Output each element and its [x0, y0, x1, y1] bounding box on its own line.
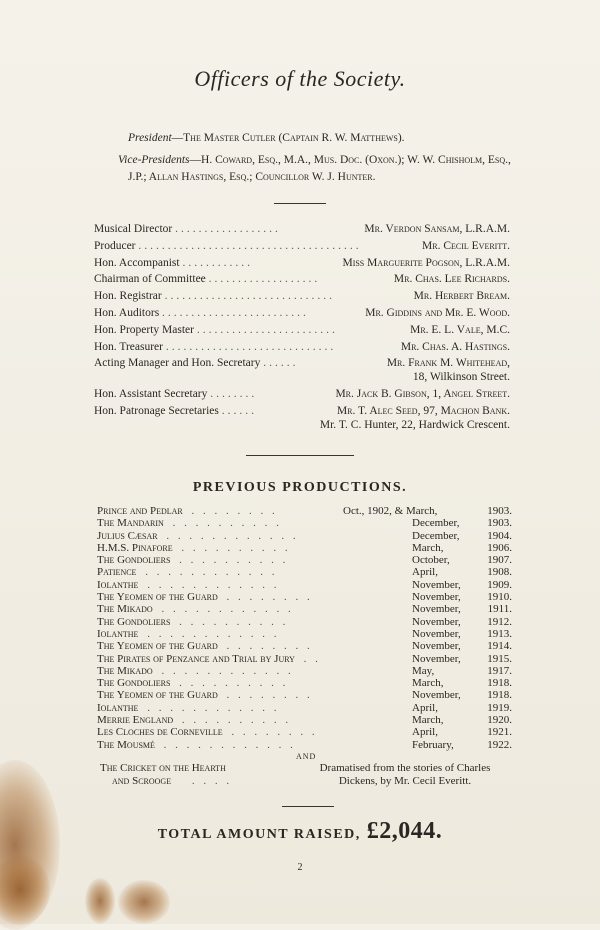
production-row — [97, 542, 513, 554]
president-value: The Master Cutler (Captain R. W. Matthews). — [183, 132, 405, 144]
production-date — [412, 714, 512, 726]
production-title: The Gondoliers — [97, 554, 171, 567]
stain-mark — [118, 880, 170, 924]
production-leader: . . . . . . . . . . . . — [145, 566, 278, 579]
production-date — [412, 628, 512, 640]
production-year: 1918. — [487, 677, 512, 690]
officer-leader: ...... — [221, 405, 257, 418]
production-title: Iolanthe — [97, 701, 139, 714]
production-year: 1911. — [487, 603, 512, 616]
production-row — [97, 554, 513, 566]
production-leader: . . . . . . . . . . — [179, 615, 289, 628]
production-row — [97, 677, 513, 689]
total-amount: £2,044. — [366, 818, 443, 844]
officer-name: Mr. Chas. A. Hastings. — [400, 340, 510, 353]
total-label: TOTAL AMOUNT RAISED, — [157, 827, 361, 842]
production-month: November, — [412, 578, 461, 591]
production-month: October, — [412, 554, 450, 567]
production-title: Prince and Pedlar — [97, 505, 183, 517]
officer-row — [94, 238, 510, 255]
production-leader: . . . . . . . . . . — [181, 541, 291, 554]
production-year: 1918. — [487, 689, 512, 702]
officer-role: Hon. Patronage Secretaries — [94, 405, 219, 418]
officer-row — [94, 339, 510, 356]
production-title: Patience — [97, 566, 137, 579]
production-month: March, — [412, 714, 444, 727]
officer-role: Acting Manager and Hon. Secretary — [94, 357, 261, 370]
officer-leader: ........ — [210, 388, 258, 401]
officer-role: Musical Director — [94, 223, 173, 235]
production-leader: . . . . . . . . . . — [179, 677, 289, 690]
production-row — [97, 591, 513, 603]
production-row — [97, 702, 513, 714]
production-row — [97, 530, 513, 542]
production-date — [412, 665, 512, 677]
production-month: December, — [412, 529, 460, 542]
production-month: March, — [412, 677, 444, 690]
production-title: The Mikado — [97, 664, 153, 677]
production-leader: . . . . . . . . — [191, 505, 278, 517]
officer-role: Producer — [94, 239, 136, 252]
stain-mark — [85, 878, 115, 924]
production-date — [412, 677, 512, 689]
production-leader: . . . . . . . . — [226, 591, 313, 604]
officer-row — [94, 386, 510, 403]
production-year: 1904. — [487, 529, 512, 542]
production-leader: . . . . . . . . . . . . — [161, 664, 294, 677]
production-title: Julius Cæsar — [97, 529, 158, 542]
production-row — [97, 579, 513, 591]
production-year: 1903. — [487, 517, 512, 530]
officer-row — [94, 255, 510, 272]
and-label: AND — [296, 752, 317, 761]
officer-name: Mr. Herbert Bream. — [413, 290, 510, 303]
production-year: 1919. — [487, 701, 512, 714]
production-date — [412, 653, 512, 665]
production-month: May, — [412, 664, 435, 677]
officer-address: 18, Wilkinson Street. — [412, 371, 510, 384]
officers-list — [94, 221, 510, 434]
officer-name: Mr. Cecil Everitt. — [422, 239, 510, 252]
production-leader: . . . . . . . . . . — [179, 554, 289, 567]
divider — [274, 203, 326, 204]
production-year: 1914. — [487, 640, 512, 653]
production-leader: . . — [303, 652, 321, 665]
cricket-leader: . . . . — [191, 775, 233, 787]
vice-presidents-line: Vice-Presidents—H. Coward, Esq., M.A., Mus. Doc. (Oxon.); W. W. Chisholm, Esq., J.P.; Allan Hastings, Esq.; Councillor W. J. Hunter. — [118, 154, 511, 183]
production-month: April, — [412, 566, 438, 579]
production-leader: . . . . . . . . — [226, 640, 313, 653]
officer-row — [94, 271, 510, 288]
dramatised-line-2: Dickens, by Mr. Cecil Everitt. — [338, 775, 472, 787]
officer-row — [94, 403, 510, 434]
officer-address: Mr. T. C. Hunter, 22, Hardwick Crescent. — [319, 419, 510, 432]
officer-leader: ...................................... — [138, 239, 362, 252]
productions-list — [97, 505, 513, 751]
production-date — [412, 566, 512, 578]
production-leader: . . . . . . . . . . — [172, 517, 282, 530]
production-title: The Yeomen of the Guard — [97, 689, 218, 702]
production-title: The Pirates of Penzance and Trial by Jury — [97, 652, 295, 665]
officer-name: Mr. E. L. Vale, M.C. — [410, 323, 510, 336]
cricket-title: The Cricket on the Hearth — [100, 762, 226, 774]
production-month: November, — [412, 640, 461, 653]
production-title: The Gondoliers — [97, 615, 171, 628]
production-leader: . . . . . . . . . . . . — [161, 603, 294, 616]
vice-presidents-label: Vice-Presidents — [118, 154, 190, 166]
officer-row — [94, 355, 510, 386]
officer-leader: ........................ — [196, 323, 338, 336]
production-month: April, — [412, 701, 438, 714]
officer-leader: ............................. — [165, 340, 337, 353]
cricket-entry — [100, 762, 232, 788]
dramatised-line-1: Dramatised from the stories of Charles — [319, 762, 491, 774]
officer-row — [94, 221, 510, 238]
divider — [246, 455, 354, 456]
production-date — [412, 689, 512, 701]
productions-heading: PREVIOUS PRODUCTIONS. — [192, 480, 408, 495]
production-title: The Mousmé — [97, 738, 155, 751]
production-year: 1910. — [487, 591, 512, 604]
production-leader: . . . . . . . . . . — [181, 714, 292, 727]
page-number: 2 — [297, 862, 303, 873]
production-title: Les Cloches de Corneville — [97, 726, 223, 739]
production-month: November, — [412, 615, 461, 628]
vice-presidents-value: H. Coward, Esq., M.A., Mus. Doc. (Oxon.); W. W. Chisholm, Esq., J.P.; Allan Hastings, Esq.; Councillor W. J. Hunter. — [128, 154, 511, 183]
officer-leader: ......................... — [162, 306, 309, 319]
production-year: 1903. — [487, 505, 512, 517]
production-month: November, — [412, 627, 461, 640]
cricket-title-2: and Scrooge — [112, 775, 172, 787]
production-year: 1912. — [487, 615, 512, 628]
officer-leader: .................. — [175, 223, 281, 235]
officer-name: Miss Marguerite Pogson, L.R.A.M. — [342, 256, 510, 269]
production-leader: . . . . . . . . — [226, 689, 313, 702]
production-month: March, — [412, 541, 444, 554]
president-line: President—The Master Cutler (Captain R. W. Matthews). — [128, 132, 405, 144]
production-year: 1907. — [487, 554, 512, 567]
officer-role: Hon. Accompanist — [94, 256, 180, 269]
production-row — [97, 616, 513, 628]
total-line — [0, 818, 600, 845]
production-date — [412, 726, 512, 738]
production-title: The Mandarin — [97, 517, 164, 530]
dramatised-note — [294, 762, 516, 788]
page-title: Officers of the Society. — [194, 66, 406, 91]
production-date — [412, 702, 512, 714]
officer-name: Mr. Giddins and Mr. E. Wood. — [365, 306, 510, 319]
production-date — [412, 739, 512, 751]
officer-row — [94, 288, 510, 305]
officer-leader: ............................. — [164, 290, 335, 303]
production-row — [97, 653, 513, 665]
officer-leader: ................... — [208, 273, 321, 286]
production-year: 1908. — [487, 566, 512, 579]
officer-role: Hon. Assistant Secretary — [94, 388, 208, 401]
production-row — [97, 665, 513, 677]
production-month: December, — [412, 517, 460, 530]
production-year: 1913. — [487, 627, 512, 640]
production-title: The Mikado — [97, 603, 153, 616]
officer-leader: ............ — [182, 256, 253, 269]
officer-row — [94, 305, 510, 322]
production-month: Oct., 1902, & March, — [343, 505, 438, 517]
production-title: Merrie England — [97, 714, 174, 727]
officer-name: Mr. Jack B. Gibson, 1, Angel Street. — [335, 388, 510, 401]
production-title: Iolanthe — [97, 627, 139, 640]
production-row — [97, 640, 513, 652]
production-leader: . . . . . . . . . . . . — [147, 701, 280, 714]
production-date — [412, 616, 512, 628]
officer-name: Mr. Verdon Sansam, L.R.A.M. — [364, 223, 510, 235]
production-date — [412, 530, 512, 542]
production-year: 1917. — [487, 664, 512, 677]
production-date — [412, 591, 512, 603]
production-title: The Gondoliers — [97, 677, 171, 690]
production-month: November, — [412, 689, 461, 702]
production-month: November, — [412, 603, 461, 616]
production-row — [97, 689, 513, 701]
officer-role: Chairman of Committee — [94, 273, 206, 286]
production-date — [412, 517, 512, 529]
production-row — [97, 566, 513, 578]
production-month: February, — [412, 738, 454, 751]
production-date — [412, 542, 512, 554]
production-leader: . . . . . . . . — [231, 726, 318, 739]
production-date — [412, 603, 512, 615]
production-year: 1909. — [487, 578, 512, 591]
production-date — [412, 579, 512, 591]
officer-name: Mr. Chas. Lee Richards. — [393, 273, 510, 286]
officer-role: Hon. Treasurer — [94, 340, 163, 353]
production-row — [97, 714, 513, 726]
production-title: Iolanthe — [97, 578, 139, 591]
production-title: The Yeomen of the Guard — [97, 640, 218, 653]
production-year: 1906. — [487, 541, 512, 554]
production-year: 1921. — [487, 726, 512, 739]
production-date — [412, 640, 512, 652]
production-row — [97, 628, 513, 640]
production-row — [97, 517, 513, 529]
officer-role: Hon. Property Master — [94, 323, 194, 336]
president-label: President — [128, 132, 172, 144]
production-leader: . . . . . . . . . . . . — [147, 627, 280, 640]
production-leader: . . . . . . . . . . . . — [147, 578, 280, 591]
production-leader: . . . . . . . . . . . . — [163, 738, 296, 751]
officer-leader: ...... — [263, 357, 299, 370]
divider — [282, 806, 334, 807]
officer-name: Mr. T. Alec Seed, 97, Machon Bank. — [336, 405, 510, 418]
production-leader: . . . . . . . . . . . . — [166, 529, 299, 542]
officer-role: Hon. Registrar — [94, 290, 162, 303]
production-date — [343, 505, 512, 517]
production-row — [97, 726, 513, 738]
officer-row — [94, 322, 510, 339]
production-date — [412, 554, 512, 566]
production-title: H.M.S. Pinafore — [97, 541, 173, 554]
production-row — [97, 505, 513, 517]
officer-name: Mr. Frank M. Whitehead, — [386, 357, 510, 370]
production-title: The Yeomen of the Guard — [97, 591, 218, 604]
production-year: 1920. — [487, 714, 512, 727]
production-month: November, — [412, 591, 461, 604]
production-month: November, — [412, 652, 461, 665]
production-year: 1915. — [487, 652, 512, 665]
production-row — [97, 603, 513, 615]
production-year: 1922. — [487, 738, 512, 751]
production-row — [97, 739, 513, 751]
officer-role: Hon. Auditors — [94, 306, 160, 319]
production-month: April, — [412, 726, 438, 739]
